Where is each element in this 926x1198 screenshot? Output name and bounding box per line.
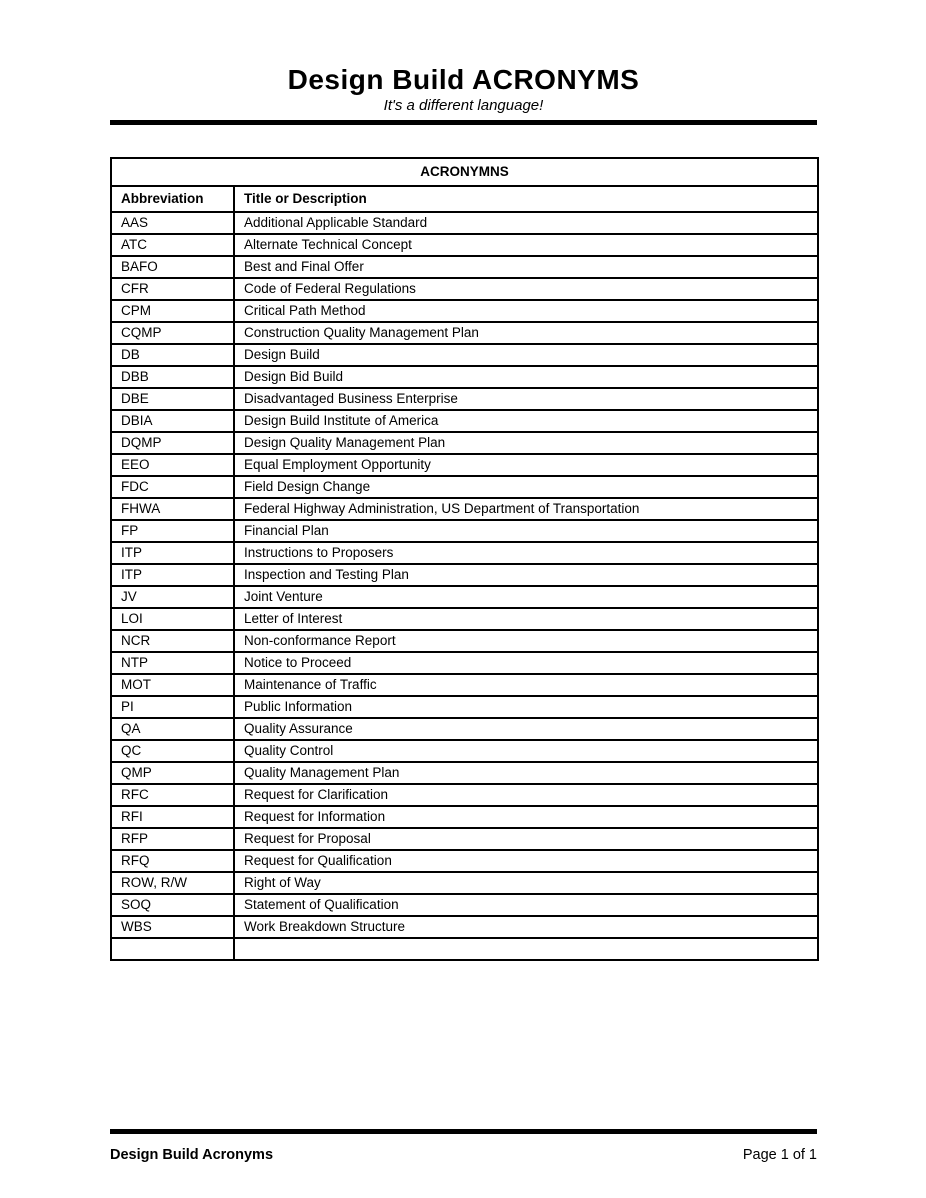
table-row bbox=[111, 410, 818, 432]
abbreviation-cell: ROW, R/W bbox=[111, 872, 234, 894]
description-cell: Public Information bbox=[234, 696, 818, 718]
table-row bbox=[111, 564, 818, 586]
abbreviation-cell: QC bbox=[111, 740, 234, 762]
abbreviation-cell: CQMP bbox=[111, 322, 234, 344]
table-row bbox=[111, 916, 818, 938]
abbreviation-cell: RFQ bbox=[111, 850, 234, 872]
table-row bbox=[111, 630, 818, 652]
description-cell: Non-conformance Report bbox=[234, 630, 818, 652]
page-title: Design Build ACRONYMS bbox=[287, 64, 640, 95]
table-row bbox=[111, 872, 818, 894]
abbreviation-cell: DBB bbox=[111, 366, 234, 388]
table-row bbox=[111, 388, 818, 410]
abbreviation-cell: NTP bbox=[111, 652, 234, 674]
abbreviation-cell: CPM bbox=[111, 300, 234, 322]
abbreviation-cell: DBIA bbox=[111, 410, 234, 432]
table-row bbox=[111, 806, 818, 828]
table-row bbox=[111, 234, 818, 256]
description-cell: Additional Applicable Standard bbox=[234, 212, 818, 234]
abbreviation-cell: MOT bbox=[111, 674, 234, 696]
table-row bbox=[111, 212, 818, 234]
description-cell: Notice to Proceed bbox=[234, 652, 818, 674]
abbreviation-cell: DB bbox=[111, 344, 234, 366]
table-caption-row bbox=[111, 158, 818, 186]
table-caption: ACRONYMNS bbox=[111, 158, 818, 186]
table-row bbox=[111, 696, 818, 718]
abbreviation-cell: FHWA bbox=[111, 498, 234, 520]
acronym-table bbox=[110, 157, 819, 961]
table-row bbox=[111, 718, 818, 740]
description-cell: Quality Control bbox=[234, 740, 818, 762]
description-cell: Design Bid Build bbox=[234, 366, 818, 388]
footer-rule bbox=[110, 1129, 817, 1134]
abbreviation-cell: RFP bbox=[111, 828, 234, 850]
column-header-description: Title or Description bbox=[234, 186, 818, 212]
abbreviation-cell: RFC bbox=[111, 784, 234, 806]
table-row bbox=[111, 454, 818, 476]
acronym-table-body bbox=[111, 212, 818, 960]
abbreviation-cell: ATC bbox=[111, 234, 234, 256]
description-cell: Construction Quality Management Plan bbox=[234, 322, 818, 344]
document-page bbox=[110, 0, 817, 961]
table-row bbox=[111, 520, 818, 542]
description-cell: Code of Federal Regulations bbox=[234, 278, 818, 300]
description-cell: Instructions to Proposers bbox=[234, 542, 818, 564]
abbreviation-cell: BAFO bbox=[111, 256, 234, 278]
description-cell: Request for Proposal bbox=[234, 828, 818, 850]
abbreviation-cell: ITP bbox=[111, 564, 234, 586]
page-footer bbox=[110, 1129, 817, 1163]
description-cell: Design Build Institute of America bbox=[234, 410, 818, 432]
page-subtitle: It's a different language! bbox=[383, 97, 544, 114]
column-header-abbreviation: Abbreviation bbox=[111, 186, 234, 212]
description-cell: Letter of Interest bbox=[234, 608, 818, 630]
table-row bbox=[111, 344, 818, 366]
abbreviation-cell: ITP bbox=[111, 542, 234, 564]
abbreviation-cell: AAS bbox=[111, 212, 234, 234]
description-cell: Design Quality Management Plan bbox=[234, 432, 818, 454]
description-cell: Equal Employment Opportunity bbox=[234, 454, 818, 476]
abbreviation-cell: RFI bbox=[111, 806, 234, 828]
abbreviation-cell: LOI bbox=[111, 608, 234, 630]
description-cell: Joint Venture bbox=[234, 586, 818, 608]
table-row bbox=[111, 586, 818, 608]
table-row bbox=[111, 608, 818, 630]
table-row bbox=[111, 938, 818, 960]
table-row bbox=[111, 366, 818, 388]
description-cell: Quality Assurance bbox=[234, 718, 818, 740]
table-row bbox=[111, 740, 818, 762]
table-row bbox=[111, 850, 818, 872]
description-cell: Statement of Qualification bbox=[234, 894, 818, 916]
abbreviation-cell: QA bbox=[111, 718, 234, 740]
description-cell: Critical Path Method bbox=[234, 300, 818, 322]
footer-document-name: Design Build Acronyms bbox=[110, 1147, 274, 1163]
abbreviation-cell: DQMP bbox=[111, 432, 234, 454]
abbreviation-cell: EEO bbox=[111, 454, 234, 476]
abbreviation-cell bbox=[111, 938, 234, 960]
table-row bbox=[111, 432, 818, 454]
table-row bbox=[111, 674, 818, 696]
description-cell: Quality Management Plan bbox=[234, 762, 818, 784]
header-rule bbox=[110, 120, 817, 125]
footer-page-number: Page 1 of 1 bbox=[742, 1147, 817, 1163]
description-cell: Federal Highway Administration, US Department of Transportation bbox=[234, 498, 818, 520]
abbreviation-cell: WBS bbox=[111, 916, 234, 938]
table-row bbox=[111, 256, 818, 278]
description-cell bbox=[234, 938, 818, 960]
table-header-row bbox=[111, 186, 818, 212]
table-row bbox=[111, 322, 818, 344]
description-cell: Financial Plan bbox=[234, 520, 818, 542]
description-cell: Field Design Change bbox=[234, 476, 818, 498]
description-cell: Best and Final Offer bbox=[234, 256, 818, 278]
description-cell: Alternate Technical Concept bbox=[234, 234, 818, 256]
table-row bbox=[111, 652, 818, 674]
description-cell: Work Breakdown Structure bbox=[234, 916, 818, 938]
table-row bbox=[111, 542, 818, 564]
table-row bbox=[111, 894, 818, 916]
abbreviation-cell: QMP bbox=[111, 762, 234, 784]
description-cell: Disadvantaged Business Enterprise bbox=[234, 388, 818, 410]
abbreviation-cell: JV bbox=[111, 586, 234, 608]
table-row bbox=[111, 762, 818, 784]
abbreviation-cell: FP bbox=[111, 520, 234, 542]
table-row bbox=[111, 278, 818, 300]
abbreviation-cell: SOQ bbox=[111, 894, 234, 916]
table-row bbox=[111, 828, 818, 850]
abbreviation-cell: DBE bbox=[111, 388, 234, 410]
description-cell: Maintenance of Traffic bbox=[234, 674, 818, 696]
abbreviation-cell: PI bbox=[111, 696, 234, 718]
description-cell: Request for Clarification bbox=[234, 784, 818, 806]
description-cell: Request for Information bbox=[234, 806, 818, 828]
abbreviation-cell: FDC bbox=[111, 476, 234, 498]
table-row bbox=[111, 784, 818, 806]
description-cell: Inspection and Testing Plan bbox=[234, 564, 818, 586]
description-cell: Right of Way bbox=[234, 872, 818, 894]
table-row bbox=[111, 300, 818, 322]
abbreviation-cell: CFR bbox=[111, 278, 234, 300]
description-cell: Request for Qualification bbox=[234, 850, 818, 872]
description-cell: Design Build bbox=[234, 344, 818, 366]
table-row bbox=[111, 498, 818, 520]
table-row bbox=[111, 476, 818, 498]
abbreviation-cell: NCR bbox=[111, 630, 234, 652]
